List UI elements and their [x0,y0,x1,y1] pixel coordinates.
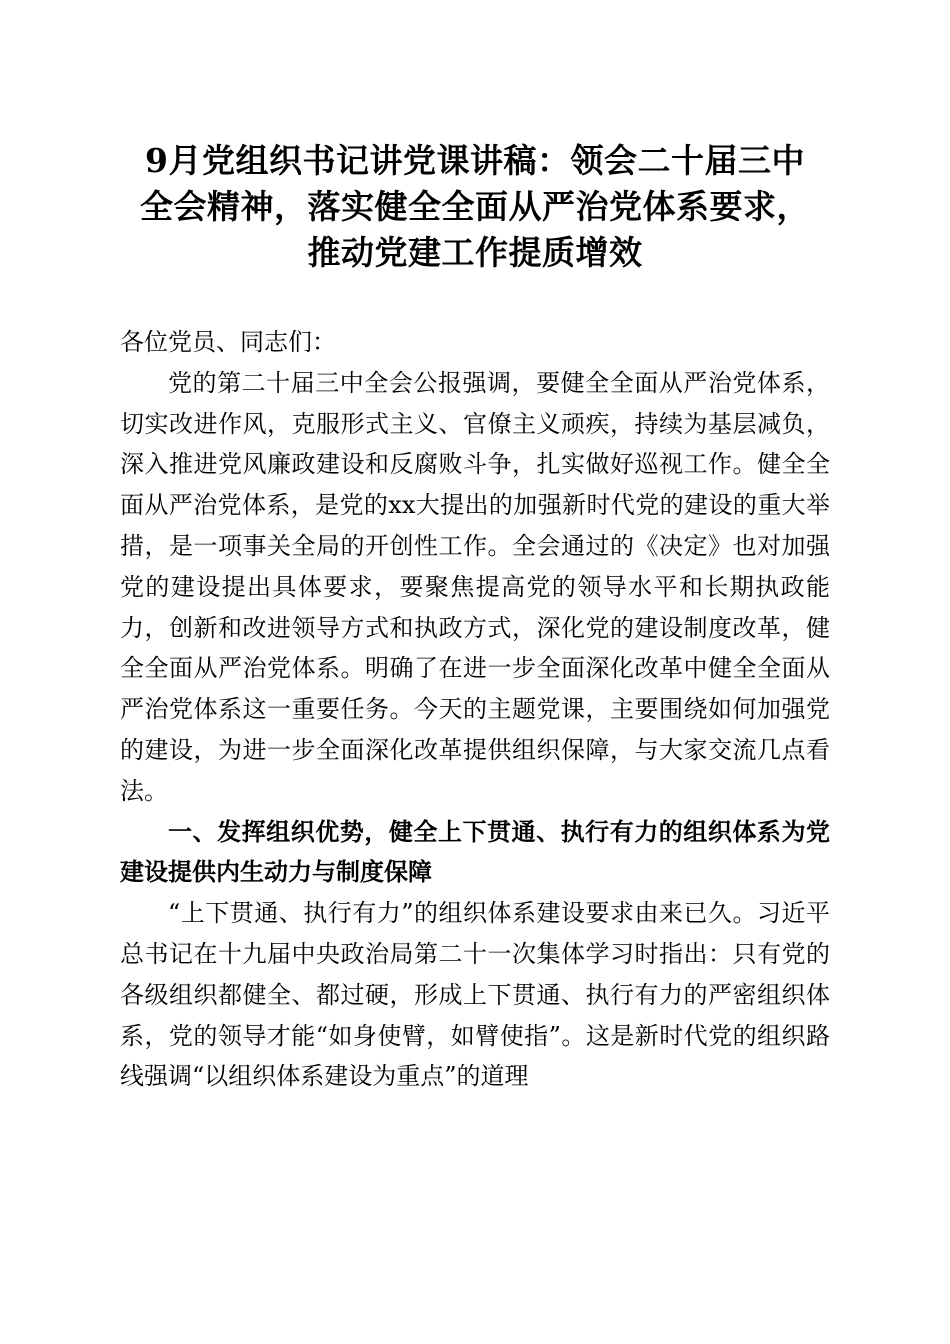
body-paragraph: 党的第二十届三中全会公报强调，要健全全面从严治党体系，切实改进作风，克服形式主义、官僚主义顽疾，持续为基层减负，深入推进党风廉政建设和反腐败斗争，扎实做好巡视工作。健全全面从严治党体系，是党的xx大提出的加强新时代党的建设的重大举措，是一项事关全局的开创性工作。全会通过的《决定》也对加强党的建设提出具体要求，要聚焦提高党的领导水平和长期执政能力，创新和改进领导方式和执政方式，深化党的建设制度改革，健全全面从严治党体系。明确了在进一步全面深化改革中健全全面从严治党体系这一重要任务。今天的主题党课，主要围绕如何加强党的建设，为进一步全面深化改革提供组织保障，与大家交流几点看法。 [120,368,830,805]
body-paragraph: “上下贯通、执行有力”的组织体系建设要求由来已久。习近平总书记在十九届中央政治局第二十一次集体学习时指出：只有党的各级组织都健全、都过硬，形成上下贯通、执行有力的严密组织体系，党的领导才能“如身使臂，如臂使指”。这是新时代党的组织路线强调“以组织体系建设为重点”的道理 [120,899,830,1091]
document-title [100,138,850,276]
title-line: 全会精神，落实健全全面从严治党体系要求， [140,187,810,226]
salutation: 各位党员、同志们： [120,328,336,356]
section-heading: 一、发挥组织优势，健全上下贯通、执行有力的组织体系为党建设提供内生动力与制度保障 [120,817,830,887]
title-line: 推动党建工作提质增效 [307,233,643,272]
title-line: 9月党组织书记讲党课讲稿：领会二十届三中 [145,141,805,180]
document-body [120,322,830,1097]
